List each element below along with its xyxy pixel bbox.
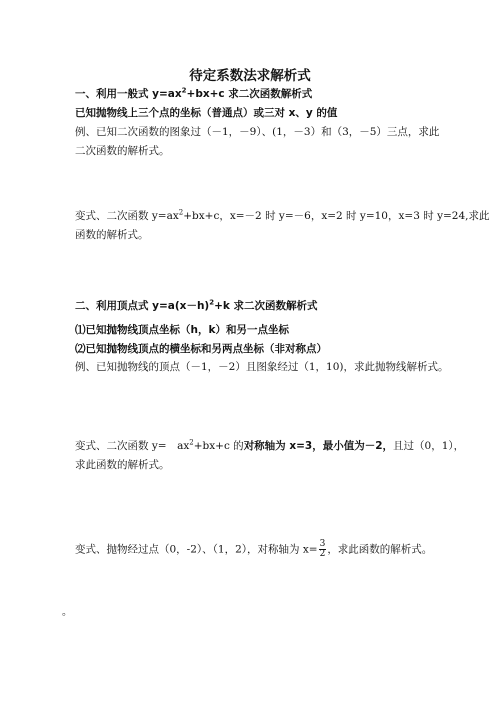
section1-variant-post: +bx+c，x=－2 时 y=－6，x=2 时 y=10，x=3 时 y=24,求此	[183, 210, 490, 222]
section1-variant-pre: 变式、二次函数 y=ax	[75, 210, 179, 222]
section1-heading-pre: 一、利用一般式 y=ax	[75, 88, 182, 100]
footer-mark: 。	[62, 607, 72, 618]
section2-item2: ⑵已知抛物线顶点的横坐标和另两点坐标（非对称点）	[75, 343, 327, 355]
section2-heading-pre: 二、利用顶点式 y=a(x－h)	[75, 300, 210, 312]
section2-heading-post: +k 求二次函数解析式	[214, 300, 318, 312]
section2-variant1-line1	[75, 439, 464, 453]
fraction-numerator: 3	[319, 539, 326, 549]
section2-item1: ⑴已知抛物线顶点坐标（h，k）和另一点坐标	[75, 324, 289, 336]
section2-variant1-line2: 求此函数的解析式。	[75, 459, 170, 471]
fraction	[319, 540, 327, 559]
section2-heading	[75, 299, 318, 313]
section2-variant1-bold: 对称轴为 x=3，最小值为－2，	[243, 440, 394, 452]
section2-variant2-post: ，求此函数的解析式。	[327, 543, 433, 556]
section1-heading	[75, 87, 312, 101]
section2-variant1-c: 且过（0，1），	[393, 440, 465, 452]
section2-variant1-a: 变式、二次函数 y= ax	[75, 440, 190, 452]
section1-example-line1: 例、已知二次函数的图象过（－1，－9）、(1，－3）和（3，－5）三点，求此	[75, 126, 440, 138]
section1-variant-line1	[75, 209, 490, 223]
section2-variant2	[75, 540, 432, 559]
section1-variant-line2: 函数的解析式。	[75, 229, 149, 241]
section2-heading-sup: 2	[209, 298, 215, 307]
section2-variant1-b: +bx+c 的	[193, 440, 244, 452]
section1-subheading: 已知抛物线上三个点的坐标（普通点）或三对 x、y 的值	[75, 107, 338, 119]
section2-variant2-pre: 变式、抛物经过点（0，-2）、（1，2），对称轴为 x=	[75, 543, 318, 556]
section2-example: 例、已知抛物线的顶点（－1，－2）且图象经过（1，10)，求此抛物线解析式。	[75, 361, 449, 373]
page-title: 待定系数法求解析式	[189, 68, 311, 84]
fraction-denominator: 2	[319, 549, 326, 559]
section1-variant-sup: 2	[178, 208, 184, 217]
section1-heading-post: +bx+c 求二次函数解析式	[186, 88, 313, 100]
section1-heading-sup: 2	[181, 86, 187, 95]
section1-example-line2: 二次函数的解析式。	[75, 145, 170, 157]
section2-variant1-sup: 2	[189, 438, 194, 447]
